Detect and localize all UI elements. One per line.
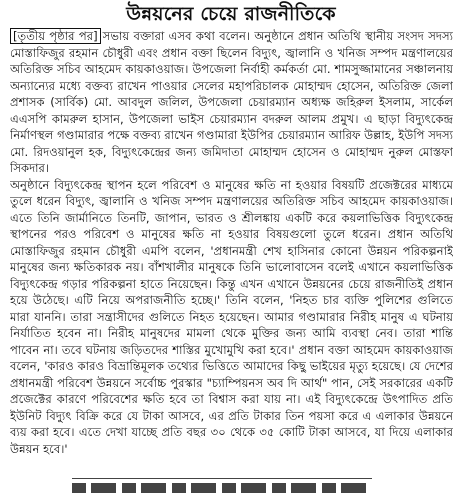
paragraph-lead <box>10 28 453 177</box>
paragraph-lead-text: সভায় বক্তারা এসব কথা বলেন। অনুষ্ঠানে প্রধান অতিথি স্থানীয় সংসদ সদস্য মোস্তাফিজুর রহমান চৌধুরী এবং প্রধান বক্তা ছিলেন বিদ্যুৎ, জ্বালানি ও খনিজ সম্পদ মন্ত্রণালয়ের অতিরিক্ত সচিব আহমেদ কায়কাওয়াজ। উপজেলা নির্বাহী কর্মকর্তা মো. শামসুজ্জামানের সঞ্চালনায় অন্যান্যের মধ্যে বক্তব্য রাখেন পাওয়ার সেলের মহাপরিচালক মোহাম্মদ হোসেন, অতিরিক্ত জেলা প্রশাসক (সার্বিক) মো. আবদুল জলিল, উপজেলা চেয়ারম্যান অধ্যক্ষ জহিরুল ইসলাম, সার্কেল এএসপি কামরুল হাসান, উপজেলা ভাইস চেয়ারম্যান বদরুল আলম প্রমুখ। এ ছাড়া বিদ্যুৎকেন্দ্র নির্মাণস্থল গণ্ডামারার পক্ষে বক্তব্য রাখেন গণ্ডামারা ইউপির চেয়ারম্যান আরিফ উল্লাহ, ইউপি সদস্য মো. রিদওয়ানুল হক, বিদ্যুৎকেন্দ্রের জন্য জমিদাতা মোহাম্মদ হোসেন ও মোহাম্মদ নুরুল মোস্তফা সিকদার। <box>10 29 453 175</box>
article-body <box>10 28 453 471</box>
paragraph-2: অনুষ্ঠানে বিদ্যুৎকেন্দ্র স্থাপন হলে পরিবেশ ও মানুষের ক্ষতি না হওয়ার বিষয়টি প্রজেক্টরের মাধ্যমে তুলে ধরেন বিদ্যুৎ, জ্বালানি ও খনিজ সম্পদ মন্ত্রণালয়ের অতিরিক্ত সচিব আহমেদ কায়কাওয়াজ। এতে তিনি জার্মানিতে তিনটি, জাপান, ভারত ও শ্রীলঙ্কায় একটি করে কয়লাভিত্তিক বিদ্যুৎকেন্দ্র স্থাপনের পরও পরিবেশ ও মানুষের ক্ষতি না হওয়ার বিষয়গুলো তুলে ধরেন। প্রধান অতিথি মোস্তাফিজুর রহমান চৌধুরী এমপি বলেন, 'প্রধানমন্ত্রী শেখ হাসিনার কোনো উন্নয়ন পরিকল্পনাই মানুষের জন্য ক্ষতিকারক নয়। বাঁশখালীর মানুষকে তিনি ভালোবাসেন বলেই এখানে কয়লাভিত্তিক বিদ্যুৎকেন্দ্র গড়ার পরিকল্পনা হাতে নিয়েছেন। কিন্তু এখন এখানে উন্নয়নের চেয়ে রাজনীতিই প্রধান হয়ে উঠেছে। এটি নিয়ে অপরাজনীতি হচ্ছে।' তিনি বলেন, 'নিহত চার ব্যক্তি পুলিশের গুলিতে মারা যাননি। তারা সন্ত্রাসীদের গুলিতে নিহত হয়েছেন। আমার গণ্ডামারার নিরীহ মানুষ এ ঘটনায় নির্যাতিত হবেন না। নিরীহ মানুষদের মামলা থেকে মুক্তির জন্য আমি ব্যবস্থা নেব। তারা শান্তি পাবেন না। তবে ঘটনায় জড়িতদের শাস্তির মুখোমুখি করা হবে।' প্রধান বক্তা আহমেদ কায়কাওয়াজ বলেন, 'কারও কারও বিভ্রান্তিমূলক তথ্যের ভিত্তিতে আমাদের কিছু ভাইয়ের মৃত্যু হয়েছে। যে দেশের প্রধানমন্ত্রী পরিবেশ উন্নয়নে সর্বোচ্চ পুরস্কার "চ্যাম্পিয়নস অব দি আর্থ" পান, সেই সরকারের একটি প্রজেক্টের কারণে পরিবেশের ক্ষতি হবে তা বিশ্বাস করা যায় না। এই বিদ্যুৎকেন্দ্রে উৎপাদিত প্রতি ইউনিট বিদ্যুৎ বিক্রি করে যে টাকা আসবে, এর প্রতি টাকার তিন পয়সা করে এ এলাকার উন্নয়নে ব্যয় করা হবে। এতে দেখা যাচ্ছে প্রতি বছর ৩০ থেকে ৩৫ কোটি টাকা আসবে, যা দিয়ে এলাকার উন্নয়ন হবে।' <box>10 177 453 456</box>
continued-label: [তৃতীয় পৃষ্ঠার পর] <box>10 28 101 44</box>
cropped-text-strip <box>72 483 372 493</box>
headline: উন্নয়নের চেয়ে রাজনীতিকে <box>126 3 336 25</box>
cropped-next-headline <box>72 478 372 495</box>
continued-label-text: তৃতীয় পৃষ্ঠার পর <box>17 29 94 43</box>
